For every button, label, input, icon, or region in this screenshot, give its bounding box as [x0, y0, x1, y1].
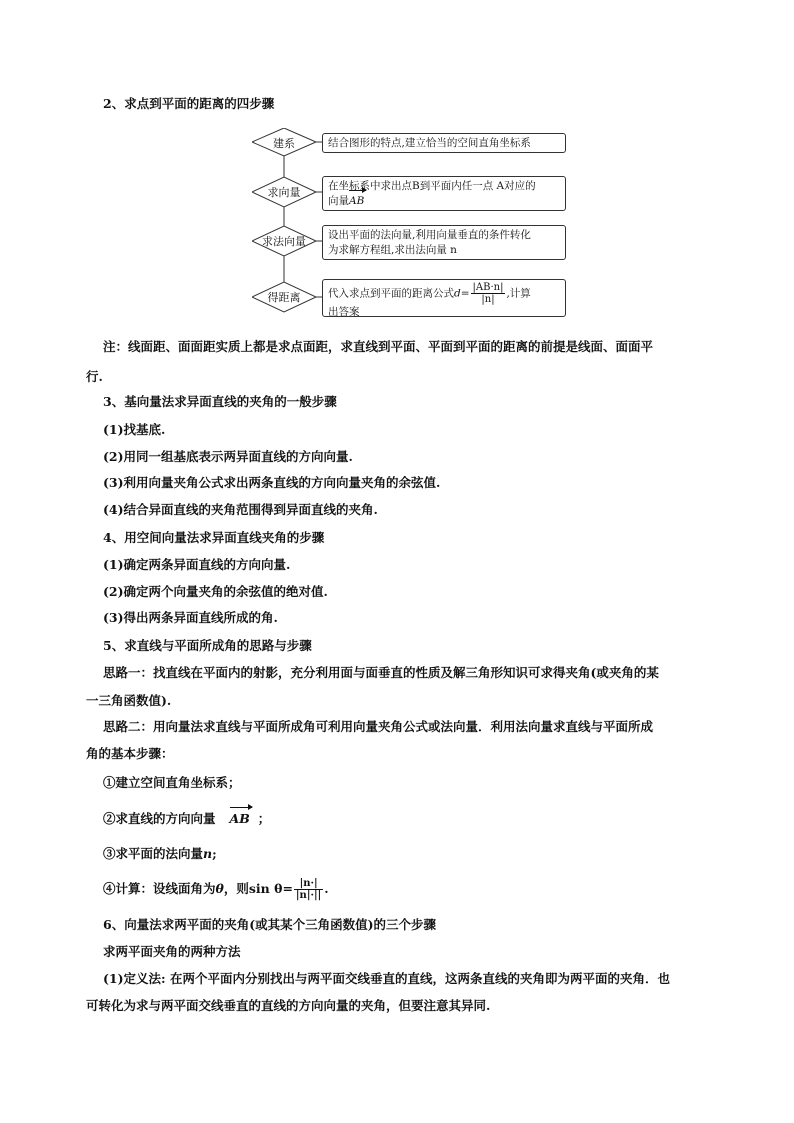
step-text-4a: 代入求点到平面的距离公式	[328, 287, 454, 300]
step-2-end: ；	[257, 811, 271, 826]
step-4-text: ④计算：设线面角为	[103, 881, 216, 896]
step-text-3b: 为求解方程组,求出法向量 n	[328, 244, 457, 256]
definition-line-1: (1)定义法: 在两个平面内分别找出与两平面交线垂直的直线，这两条直线的夹角即为两平面的夹角．也	[103, 971, 670, 986]
step-2	[103, 811, 270, 827]
definition-line-2: 可转化为求与两平面交线垂直的直线的方向向量的夹角，但要注意其异同.	[86, 998, 491, 1013]
theta-symbol: θ	[215, 881, 224, 896]
sin-fraction	[294, 878, 323, 901]
distance-fraction	[471, 282, 506, 305]
step-text-4b: ,计算	[506, 287, 531, 300]
step-1: ①建立空间直角坐标系；	[103, 775, 241, 790]
step-text-2a: 在坐标系中求出点B到平面内任一点 A对应的	[328, 180, 536, 192]
heading-3: 3、基向量法求异面直线的夹角的一般步骤	[103, 394, 337, 409]
step-label-2: 求向量	[267, 186, 301, 199]
heading-4: 4、用空间向量法求异面直线夹角的步骤	[103, 530, 325, 545]
step-text-1: 结合图形的特点,建立恰当的空间直角坐标系	[328, 137, 531, 149]
step-text-2b: 向量	[328, 195, 349, 207]
s4-item-1: (1)确定两条异面直线的方向向量.	[103, 557, 291, 572]
step-box-4	[322, 279, 566, 317]
normal-vector-n: n	[203, 846, 213, 861]
vector-ab-2: AB	[229, 811, 250, 826]
step-label-3: 求法向量	[262, 235, 306, 248]
note-line-1: 注：线面距、面面距实质上都是求点面距，求直线到平面、平面到平面的距离的前提是线面、面面平	[103, 339, 654, 354]
step-3	[103, 846, 217, 862]
idea-2-line-1: 思路二：用向量法求直线与平面所成角可利用向量夹角公式或法向量．利用法向量求直线与平面所成	[103, 719, 654, 734]
note-line-2: 行.	[86, 369, 103, 384]
s3-item-1: (1)找基底.	[103, 422, 166, 437]
sin-formula: sin θ=	[248, 881, 293, 896]
heading-2: 2、求点到平面的距离的四步骤	[103, 96, 275, 111]
step-2-text: ②求直线的方向向量	[103, 811, 216, 826]
idea-1-line-2: 一三角函数值).	[86, 693, 172, 708]
s4-item-2: (2)确定两个向量夹角的余弦值的绝对值.	[103, 584, 328, 599]
step-box-3	[322, 225, 566, 260]
step-4	[103, 878, 329, 901]
step-label-4: 得距离	[267, 291, 301, 304]
idea-1-line-1: 思路一：找直线在平面内的射影，充分利用面与面垂直的性质及解三角形知识可求得夹角(或夹角的某	[103, 665, 659, 680]
s4-item-3: (3)得出两条异面直线所成的角.	[103, 610, 278, 625]
sin-denominator: |n|·||	[295, 890, 322, 901]
formula-lhs: d=	[454, 287, 470, 300]
step-text-3a: 设出平面的法向量,利用向量垂直的条件转化	[328, 229, 531, 241]
s3-item-3: (3)利用向量夹角公式求出两条直线的方向向量夹角的余弦值.	[103, 475, 441, 490]
idea-2-line-2: 角的基本步骤：	[86, 746, 174, 761]
step-text-4c: 出答案	[328, 306, 360, 318]
step-box-1	[322, 133, 566, 153]
step-4-then: ，则	[223, 881, 249, 896]
step-4-end: .	[324, 881, 329, 896]
s3-item-4: (4)结合异面直线的夹角范围得到异面直线的夹角.	[103, 502, 378, 517]
heading-6: 6、向量法求两平面的夹角(或其某个三角函数值)的三个步骤	[103, 917, 437, 932]
sub-heading-6: 求两平面夹角的两种方法	[103, 944, 241, 959]
vector-ab: AB	[349, 195, 365, 207]
s3-item-2: (2)用同一组基底表示两异面直线的方向向量.	[103, 449, 353, 464]
step-box-2	[322, 176, 566, 211]
step-label-1: 建系	[273, 137, 295, 150]
fraction-denominator: |n|	[481, 294, 495, 305]
heading-5: 5、求直线与平面所成角的思路与步骤	[103, 638, 312, 653]
step-3-text: ③求平面的法向量	[103, 846, 204, 861]
step-3-end: ;	[212, 846, 217, 861]
fraction-numerator: |AB·n|	[472, 282, 504, 293]
sin-numerator: |n·|	[294, 878, 323, 890]
